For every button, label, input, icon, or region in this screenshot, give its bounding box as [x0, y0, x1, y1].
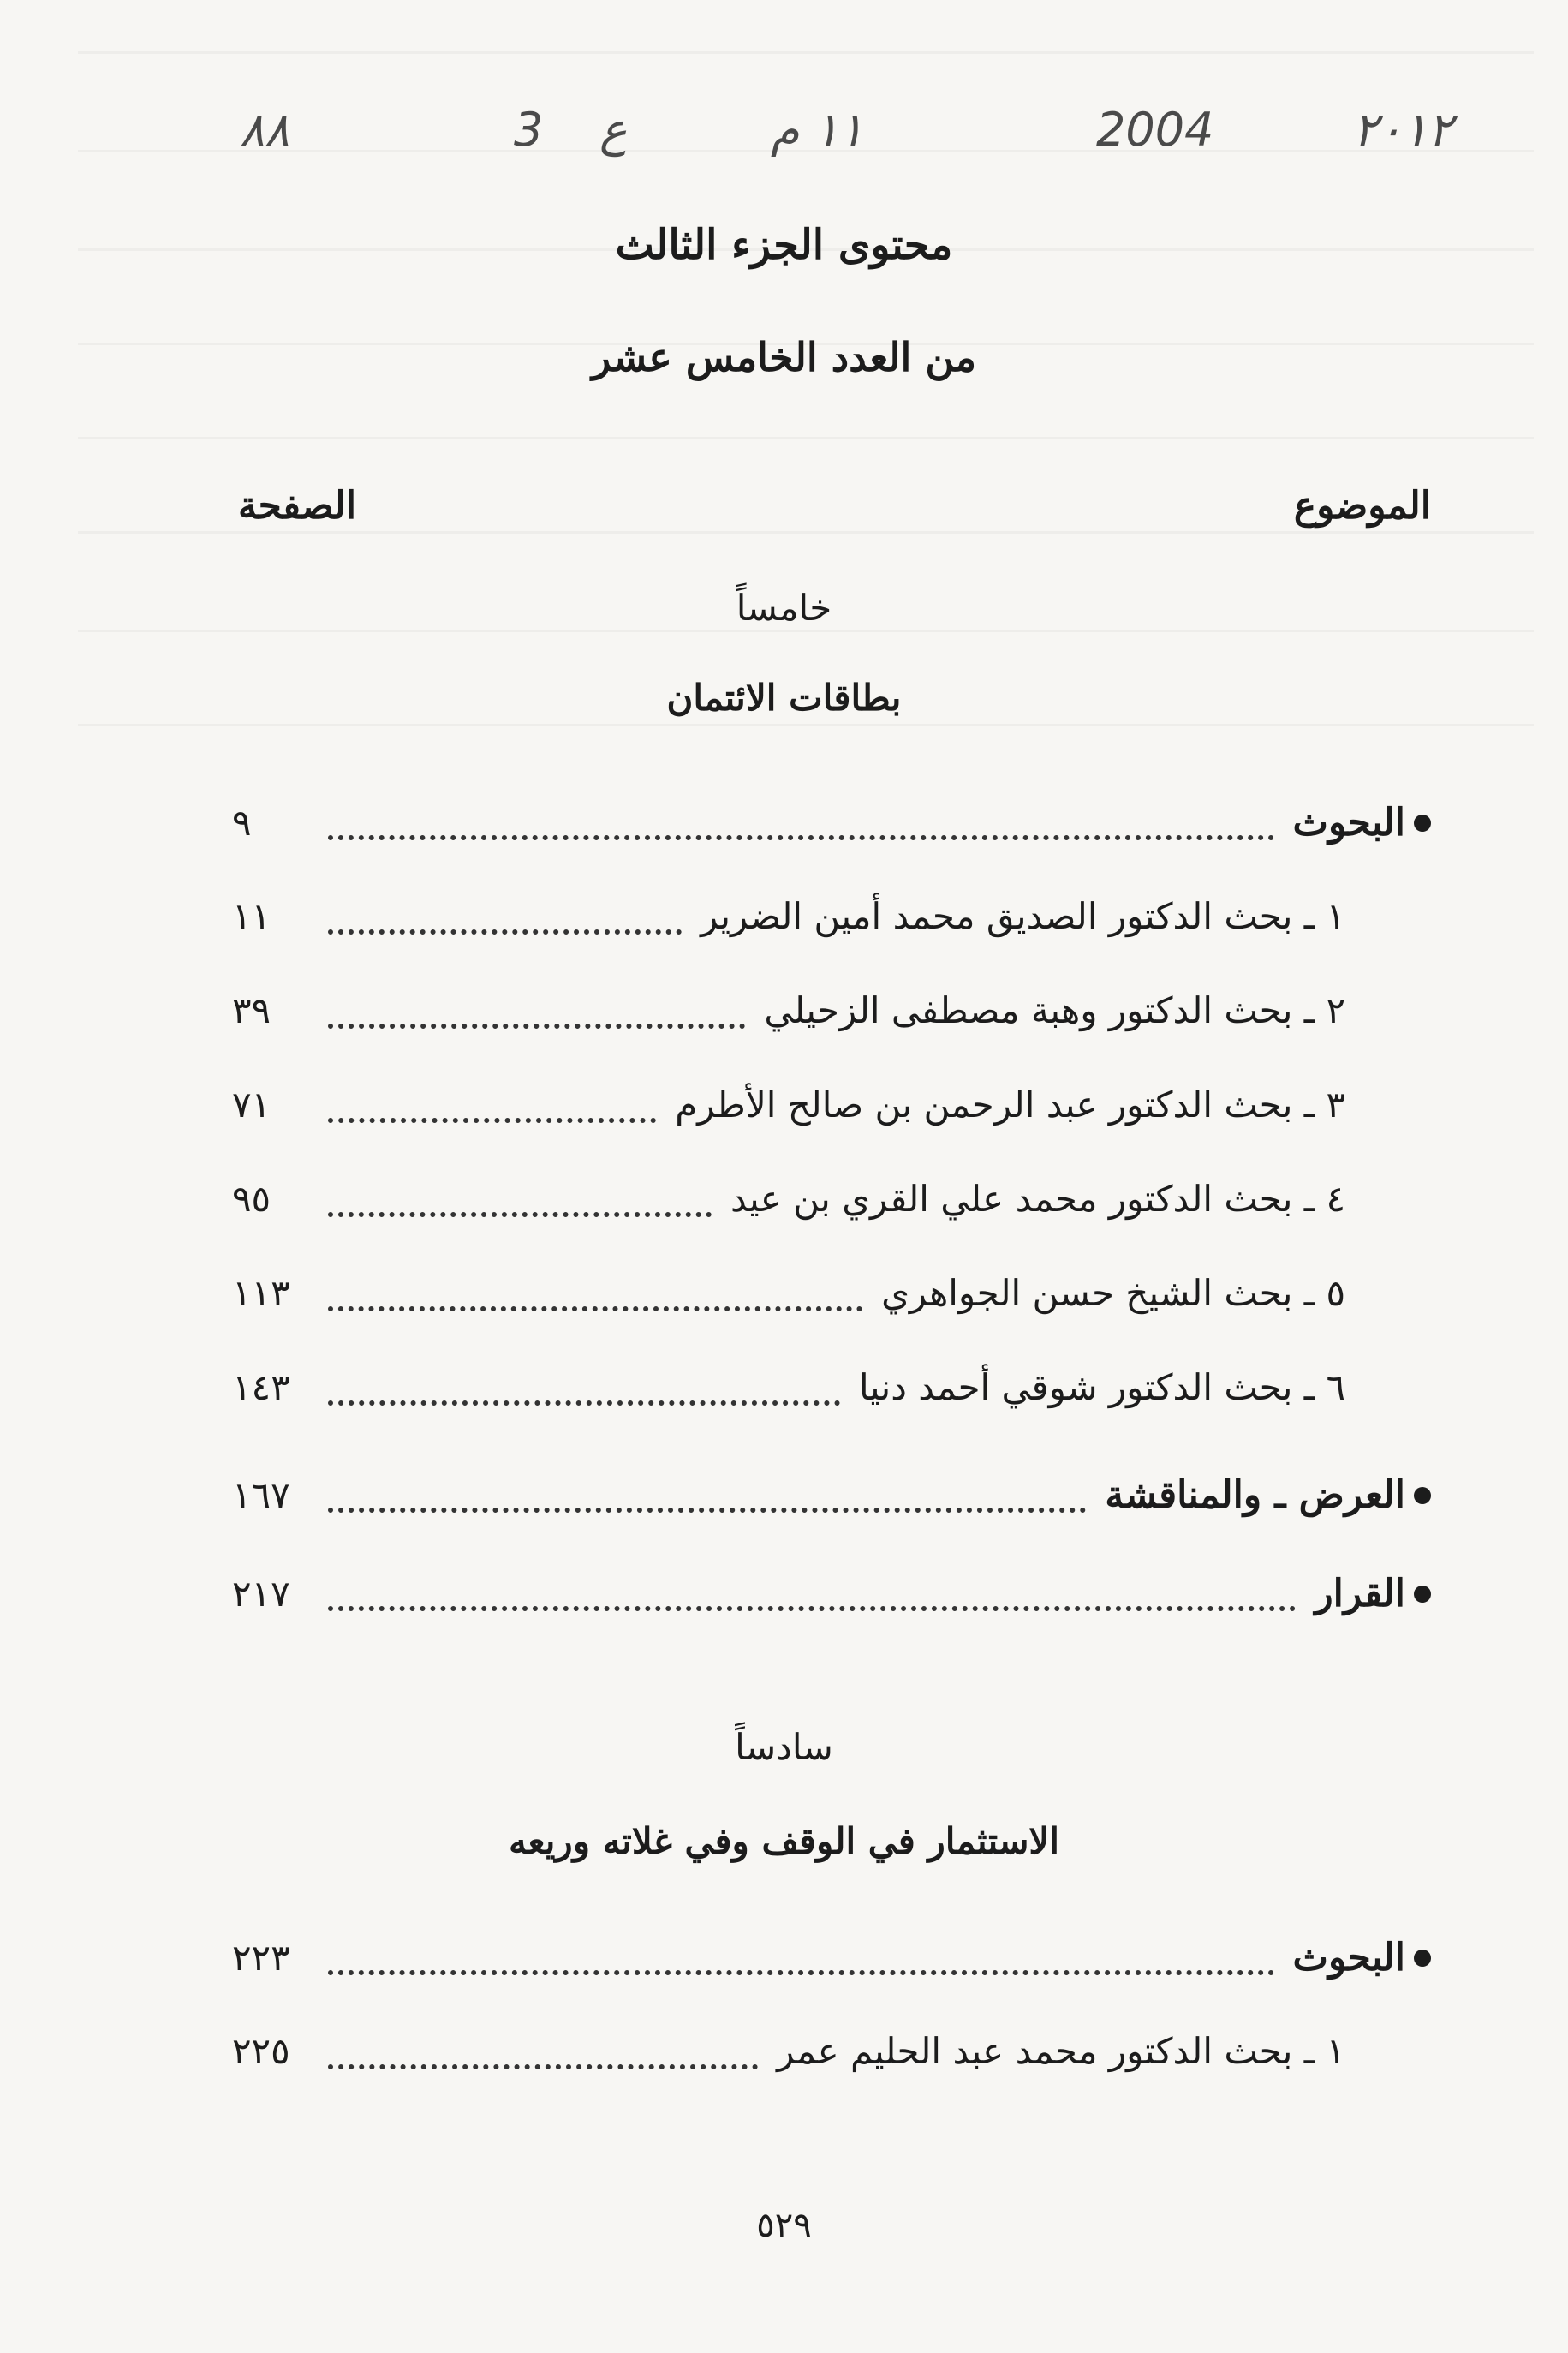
toc-entry: [232, 801, 1431, 852]
toc-entry-text: ١ ـ بحث الدكتور محمد عبد الحليم عمر: [777, 2030, 1345, 2072]
bleed-through-line: [78, 51, 1534, 54]
toc-entry-text: [1315, 1572, 1431, 1615]
toc-entry: [232, 989, 1345, 1041]
toc-entry: [232, 895, 1345, 947]
bleed-through-line: [78, 724, 1534, 726]
handwritten-part: ٨٨: [240, 103, 290, 157]
toc-entry: [232, 2030, 1345, 2081]
dot-leader: [328, 1400, 840, 1406]
handwritten-part: ع: [599, 103, 628, 157]
dot-leader: [328, 2064, 758, 2069]
toc-entry: [232, 1272, 1345, 1323]
toc-page-number: ١٤٣: [232, 1366, 290, 1408]
toc-page-number: ١١: [232, 895, 271, 937]
toc-entry-text: ٤ ـ بحث الدكتور محمد علي القري بن عيد: [730, 1178, 1345, 1220]
toc-page-number: ٩٥: [232, 1178, 271, 1220]
handwritten-part: 3: [514, 103, 544, 157]
toc-entry-text: ٢ ـ بحث الدكتور وهبة مصطفى الزحيلي: [764, 989, 1345, 1031]
bullet-icon: [1414, 1487, 1431, 1504]
toc-entry-text: [1293, 801, 1431, 845]
toc-entry-text: ٥ ـ بحث الشيخ حسن الجواهري: [881, 1272, 1345, 1314]
bullet-icon: [1414, 815, 1431, 832]
bleed-through-line: [78, 531, 1534, 534]
section-label: خامساً: [736, 587, 832, 629]
toc-page-number: ١١٣: [232, 1272, 290, 1314]
handwritten-part: 2004: [1096, 103, 1214, 157]
page-title: محتوى الجزء الثالث: [615, 221, 953, 269]
section-title: الاستثمار في الوقف وفي غلاته وريعه: [508, 1820, 1060, 1862]
toc-entry-text: ٦ ـ بحث الدكتور شوقي أحمد دنيا: [859, 1366, 1345, 1408]
dot-leader: [328, 1508, 1086, 1513]
toc-page-number: ١٦٧: [232, 1474, 290, 1516]
toc-entry-label: البحوث: [1292, 801, 1405, 845]
toc-entry: [232, 1936, 1431, 1987]
toc-entry: [232, 1084, 1345, 1135]
toc-entry: [232, 1178, 1345, 1229]
dot-leader: [328, 1024, 745, 1029]
page-subtitle: من العدد الخامس عشر: [592, 334, 976, 380]
handwritten-part: ١١ م: [771, 103, 864, 157]
toc-entry-text: ٣ ـ بحث الدكتور عبد الرحمن بن صالح الأطرم: [675, 1084, 1345, 1126]
toc-page-number: ٢٢٣: [232, 1937, 290, 1979]
dot-leader: [328, 929, 682, 935]
toc-entry-label: العرض ـ والمناقشة: [1105, 1473, 1405, 1517]
bullet-icon: [1414, 1586, 1431, 1603]
dot-leader: [328, 1212, 712, 1217]
bullet-icon: [1414, 1950, 1431, 1967]
toc-entry-text: [1105, 1473, 1431, 1517]
toc-entry-label: القرار: [1315, 1572, 1405, 1615]
toc-entry-text: ١ ـ بحث الدكتور الصديق محمد أمين الضرير: [701, 895, 1345, 937]
dot-leader: [328, 1970, 1274, 1975]
dot-leader: [328, 1306, 862, 1311]
toc-page-number: ٧١: [232, 1084, 271, 1126]
toc-entry-text: [1293, 1936, 1431, 1980]
toc-entry-label: البحوث: [1292, 1936, 1405, 1980]
page-number: ٥٢٩: [756, 2206, 812, 2245]
dot-leader: [328, 1606, 1296, 1611]
section-label: سادساً: [735, 1726, 833, 1768]
bleed-through-line: [78, 437, 1534, 439]
column-header-topic: الموضوع: [1293, 484, 1431, 528]
bleed-through-line: [78, 630, 1534, 632]
toc-page-number: ٣٩: [232, 989, 271, 1031]
dot-leader: [328, 835, 1274, 840]
toc-entry: [232, 1473, 1431, 1525]
dot-leader: [328, 1118, 656, 1123]
toc-page-number: ٩: [232, 802, 252, 844]
toc-page-number: ٢٢٥: [232, 2030, 290, 2072]
column-header-page: الصفحة: [238, 484, 357, 528]
toc-entry: [232, 1572, 1431, 1623]
handwritten-part: ٢٠١٢: [1353, 103, 1453, 157]
section-title: بطاقات الائتمان: [666, 677, 902, 719]
handwritten-note: [240, 103, 1464, 180]
toc-entry: [232, 1366, 1345, 1418]
toc-page-number: ٢١٧: [232, 1573, 290, 1615]
